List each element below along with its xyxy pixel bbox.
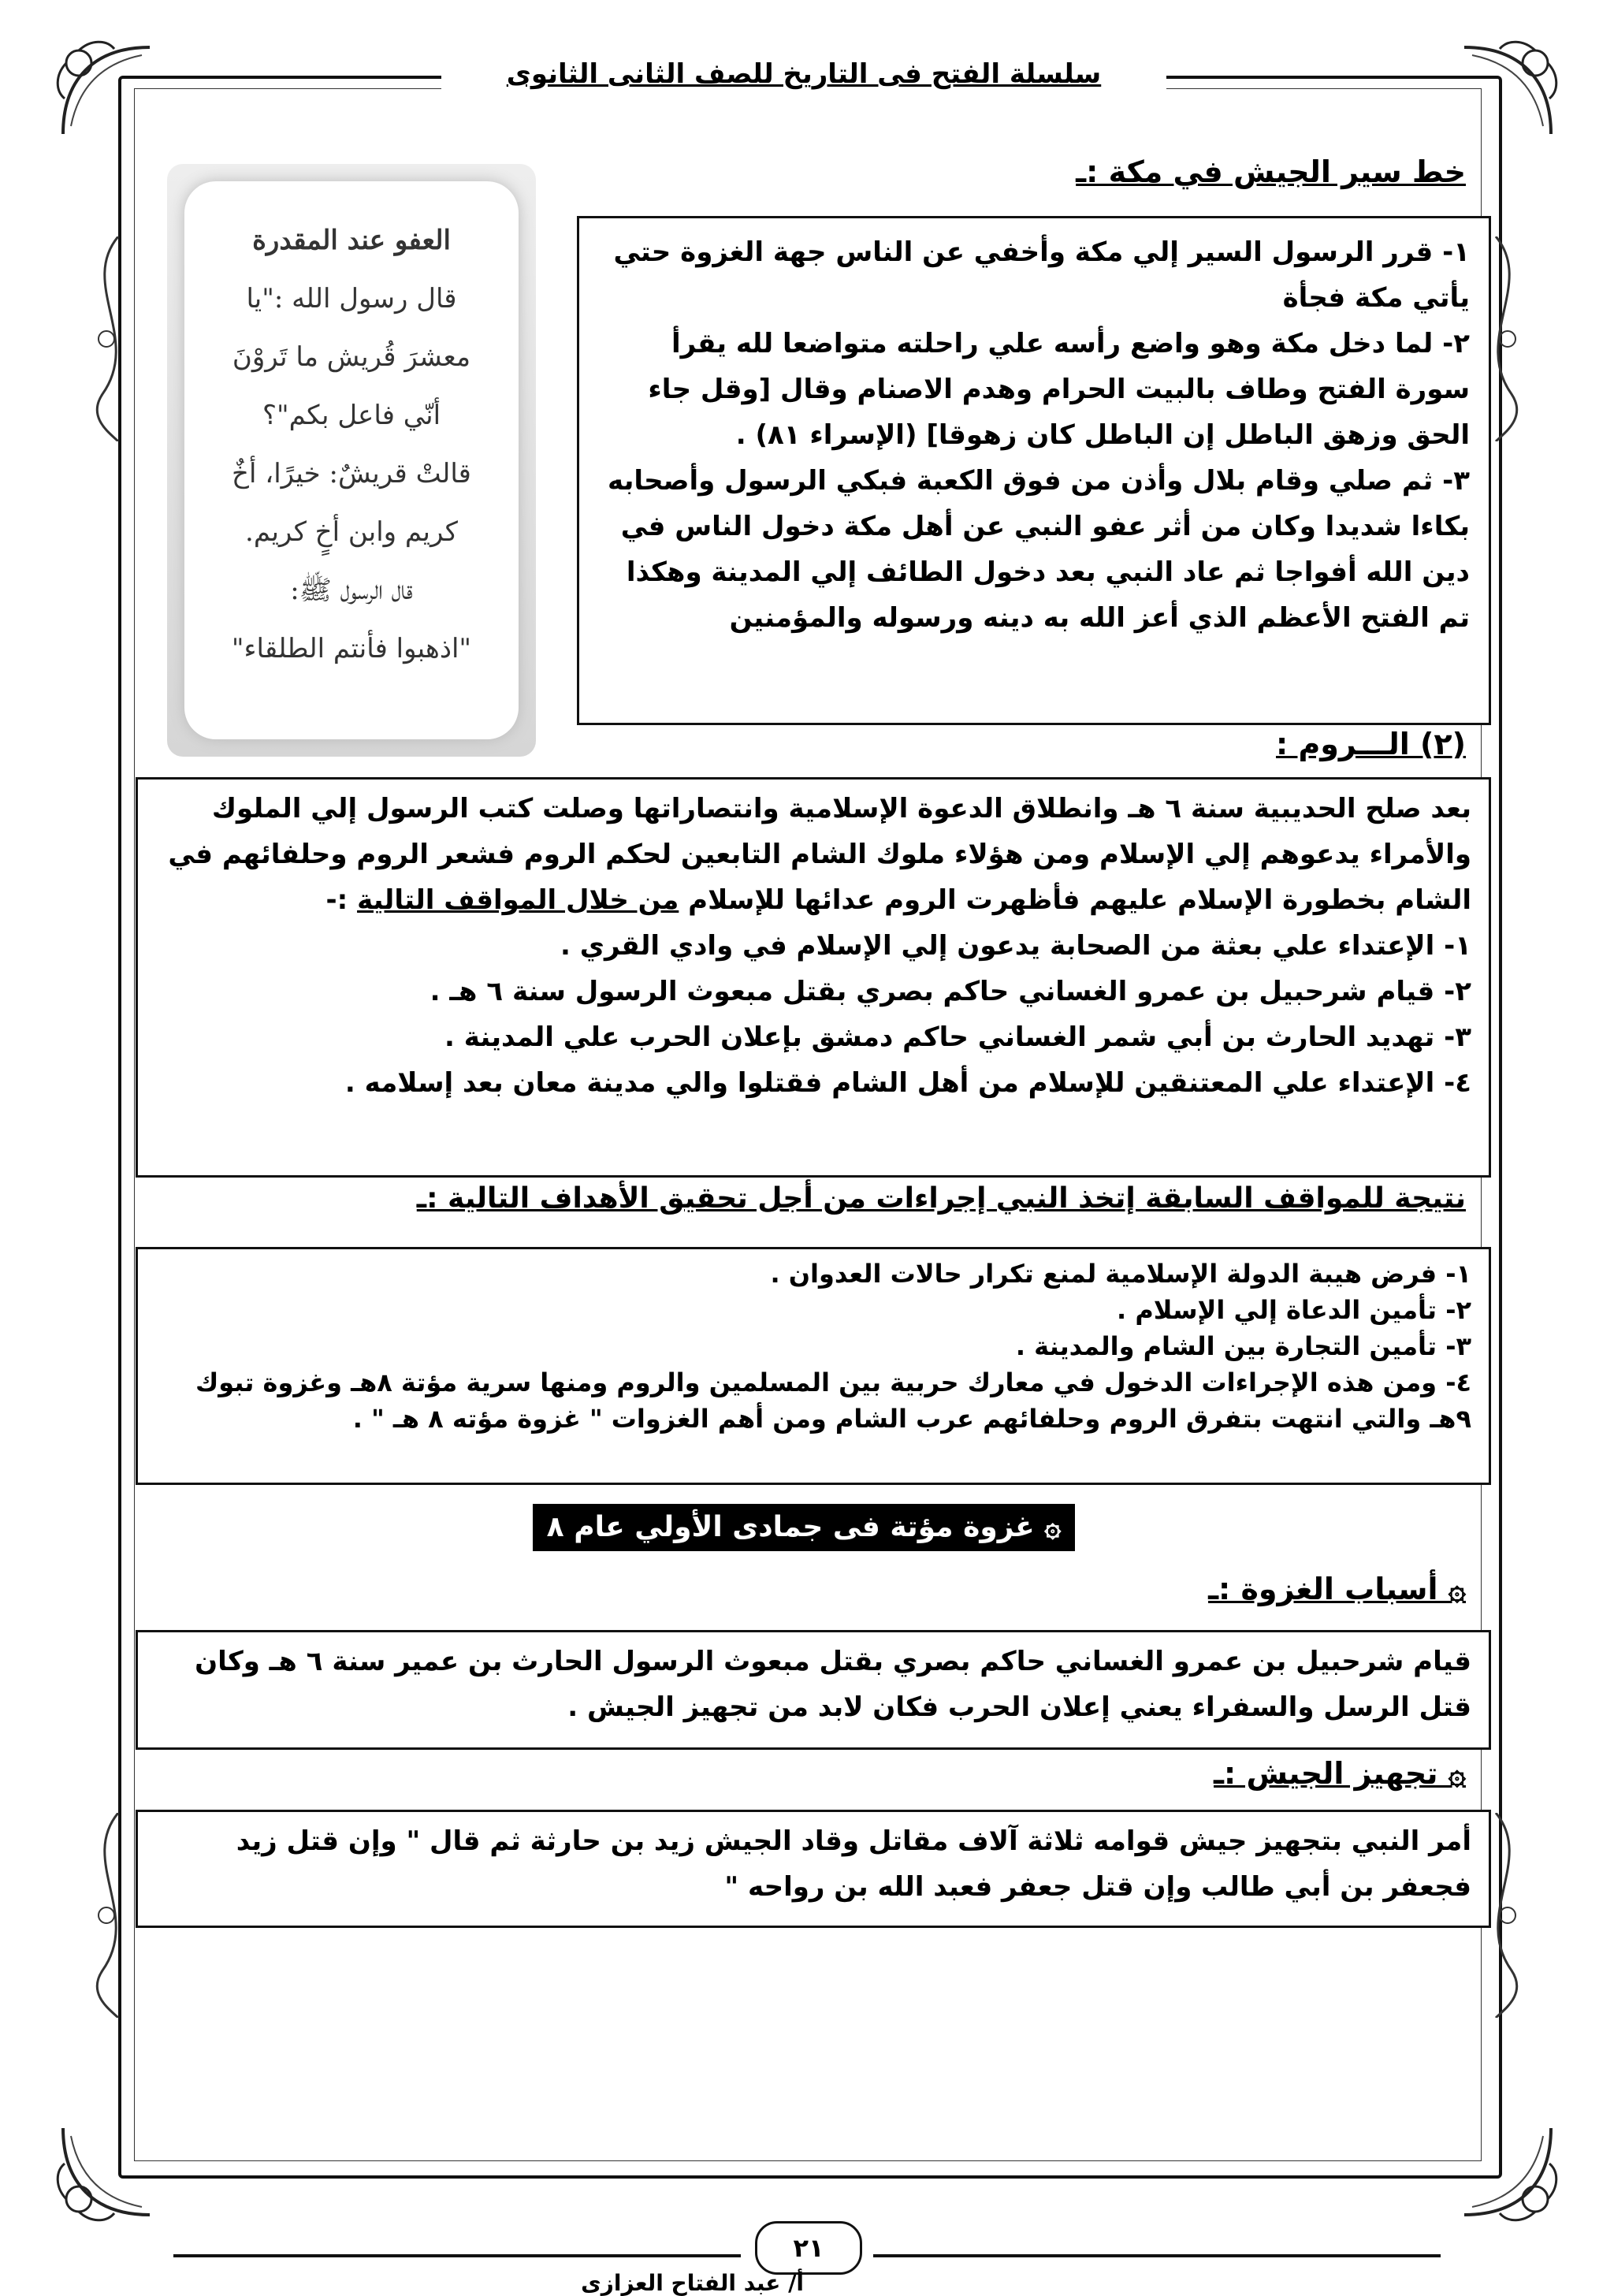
quote-line: معشرَ قُريش ما تَروْنَ	[232, 341, 471, 373]
header-rule	[1166, 76, 1442, 79]
quote-line: قال رسول الله :"يا	[246, 283, 457, 314]
list-item: ٣- تأمين التجارة بين الشام والمدينة .	[1015, 1331, 1471, 1361]
corner-ornament-icon	[1449, 32, 1567, 150]
footer-rule	[873, 2254, 1441, 2257]
header-title: سلسلة الفتح فى التاريخ للصف الثانى الثانوى	[441, 55, 1166, 93]
author-name: أ/ عبد الفتاح العزازى	[581, 2270, 804, 2296]
corner-ornament-icon	[1449, 2112, 1567, 2231]
list-item: ١- الإعتداء علي بعثة من الصحابة يدعون إلي الإسلام في وادي القري .	[560, 930, 1471, 962]
corner-ornament-icon	[47, 32, 165, 150]
section-heading-goals: نتيجة للمواقف السابقة إتخذ النبي إجراءات من أجل تحقيق الأهداف التالية :ـ	[416, 1182, 1466, 1215]
section-heading-army-route: خط سير الجيش في مكة :ـ	[1076, 154, 1466, 189]
romans-intro: بعد صلح الحديبية سنة ٦ هـ وانطلاق الدعوة الإسلامية وانتصاراتها وصلت كتب الرسول إلي الملوك والأمراء يدعوهم إلي الإسلام ومن هؤلاء ملوك الشام التابعين لحكم الروم فشعر الروم وحلفائهم في الشام بخطورة الإسلام عليهم فأظهرت الروم عدائها للإسلام من خلال المواقف التالية :-	[168, 793, 1471, 916]
list-item: ٢- تأمين الدعاة إلي الإسلام .	[1117, 1295, 1471, 1325]
mutah-banner: ۞ غزوة مؤتة فى جمادى الأولي عام ٨ هـ ۞	[533, 1504, 1075, 1551]
goals-box	[136, 1247, 1491, 1485]
list-item: ٢- قيام شرحبيل بن عمرو الغساني حاكم بصري بقتل مبعوث الرسول سنة ٦ هـ .	[430, 976, 1471, 1007]
underlined-phrase: من خلال المواقف التالية	[357, 884, 679, 916]
list-item: ٢- لما دخل مكة وهو واضع رأسه علي راحلته متواضعا لله يقرأ سورة الفتح وطاف بالبيت الحرام وهدم الاصنام وقال [وقل جاء الحق وزهق الباطل إن الباطل كان زهوقا] (الإسراء ٨١) .	[648, 328, 1470, 451]
quote-title: العفو عند المقدرة	[252, 225, 451, 256]
list-item: ١- قرر الرسول السير إلي مكة وأخفي عن الناس جهة الغزوة حتي يأتي مكة فجأة	[613, 236, 1470, 314]
causes-text: قيام شرحبيل بن عمرو الغساني حاكم بصري بقتل مبعوث الرسول الحارث بن عمير سنة ٦ هـ وكان قتل الرسل والسفراء يعني إعلان الحرب فكان لابد من تجهيز الجيش .	[195, 1646, 1471, 1723]
army-route-box	[577, 216, 1491, 725]
side-ornament-icon	[63, 236, 150, 441]
list-item: ٣- ثم صلي وقام بلال وأذن من فوق الكعبة فبكي الرسول وأصحابه بكاءا شديدا وكان من أثر عفو النبي عن أهل مكة دخول الناس في دين الله أفواجا ثم عاد النبي بعد دخول الطائف إلي المدينة وهكذا تم الفتح الأعظم الذي أعز الله به دينه ورسوله والمؤمنين	[607, 465, 1470, 634]
army-prep-box	[136, 1810, 1491, 1928]
quote-line: قالتْ قريشٌ: خيرًا، أخٌ	[232, 458, 471, 489]
section-heading-army-prep: ۞ تجهيز الجيش :ـ	[1214, 1756, 1466, 1791]
quote-card	[167, 164, 536, 757]
causes-box	[136, 1630, 1491, 1750]
header-rule	[173, 76, 441, 79]
quote-line: كريم وابن أخٍ كريم.	[245, 516, 458, 548]
list-item: ٤- ومن هذه الإجراءات الدخول في معارك حربية بين المسلمين والروم ومنها سرية مؤتة ٨هـ وغزوة تبوك ٩هـ والتي انتهت بتفرق الروم وحلفائهم عرب الشام ومن أهم الغزوات " غزوة مؤته ٨ هـ " .	[195, 1368, 1471, 1434]
quote-line: أنّي فاعل بكم"؟	[262, 400, 441, 431]
corner-ornament-icon	[47, 2112, 165, 2231]
romans-box	[136, 777, 1491, 1178]
page-number: ٢١	[755, 2221, 862, 2275]
footer-rule	[173, 2254, 741, 2257]
section-heading-causes: ۞ أسباب الغزوة :ـ	[1208, 1572, 1466, 1606]
quote-line: قال الرسول ﷺ:	[290, 575, 413, 606]
list-item: ٤- الإعتداء علي المعتنقين للإسلام من أهل الشام فقتلوا والي مدينة معان بعد إسلامه .	[344, 1067, 1471, 1099]
section-heading-romans: (٢) الـــروم :	[1276, 727, 1466, 761]
list-item: ٣- تهديد الحارث بن أبي شمر الغساني حاكم دمشق بإعلان الحرب علي المدينة .	[444, 1021, 1471, 1053]
list-item: ١- فرض هيبة الدولة الإسلامية لمنع تكرار حالات العدوان .	[770, 1259, 1471, 1289]
army-prep-text: أمر النبي بتجهيز جيش قوامه ثلاثة آلاف مقاتل وقاد الجيش زيد بن حارثة ثم قال " وإن قتل زيد فجعفر بن أبي طالب وإن قتل جعفر فعبد الله بن رواحه "	[236, 1825, 1471, 1903]
quote-line: "اذهبوا فأنتم الطلقاء"	[231, 633, 472, 664]
